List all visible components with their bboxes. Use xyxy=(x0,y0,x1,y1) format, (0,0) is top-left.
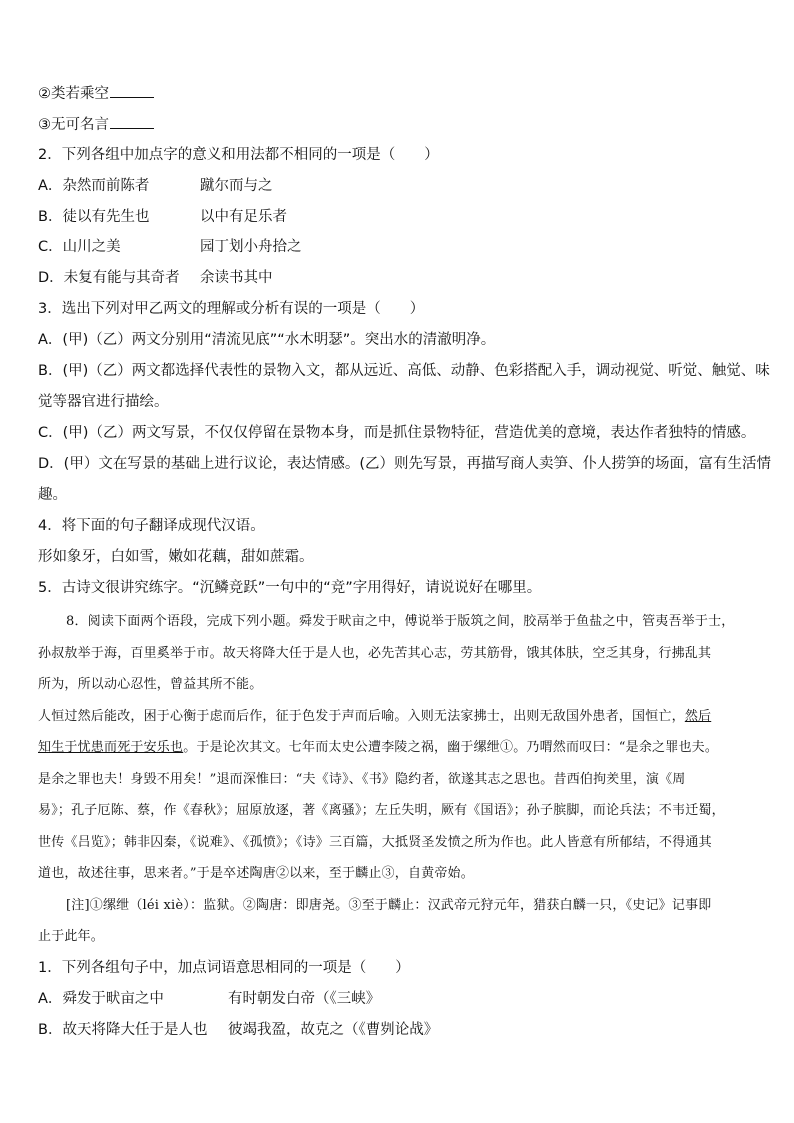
q8-note-line-1: [注]①缧绁（léi xiè）：监狱。②陶唐：即唐尧。③至于麟止：汉武帝元狩元年，猎获白麟一只，《史记》记事即 xyxy=(66,898,712,913)
option-right: 蹴尔而与之 xyxy=(200,178,273,194)
option-left: B．徒以有先生也 xyxy=(38,209,150,225)
q8-note-line-2: 止于此年。 xyxy=(38,929,105,944)
option-right: 余读书其中 xyxy=(200,270,273,286)
option-left: B．故天将降大任于是人也 xyxy=(38,1022,208,1038)
vocab-item-2 xyxy=(38,83,760,104)
option-left: C．山川之美 xyxy=(38,239,121,255)
q3-option-c: C．(甲)（乙）两文写景，不仅仅停留在景物本身，而是抓住景物特征，营造优美的意境，表达作者独特的情感。 xyxy=(38,425,756,441)
q8-1-option-b xyxy=(38,1020,760,1040)
option-right: 彼竭我盈，故克之（《曹刿论战》 xyxy=(228,1022,439,1038)
q3-option-d-line1: D．(甲）文在写景的基础上进行议论，表达情感。(乙）则先写景，再描写商人卖笋、仆人捞笋的场面，富有生活情 xyxy=(38,456,771,472)
answer-blank xyxy=(110,114,154,129)
q2-option-c xyxy=(38,237,760,257)
passage-text: 。于是论次其文。七年而太史公遭李陵之祸，幽于缧绁①。乃喟然而叹曰：“是余之罪也夫。 xyxy=(183,740,719,755)
option-right: 园丁划小舟拾之 xyxy=(200,239,302,255)
q4-stem: 4．将下面的句子翻译成现代汉语。 xyxy=(38,518,265,534)
q2-option-d xyxy=(38,268,760,288)
option-right: 有时朝发白帝（《三峡》 xyxy=(228,991,381,1007)
q8-passage2-line-2 xyxy=(38,738,760,758)
q3-option-d-line2: 趣。 xyxy=(38,487,67,503)
option-left: D．未复有能与其奇者 xyxy=(38,270,180,286)
passage-text: 人恒过然后能改，困于心衡于虑而后作，征于色发于声而后喻。入则无法家拂士，出则无敌国外患者，国恒亡， xyxy=(38,709,685,724)
q2-option-b xyxy=(38,207,760,227)
q3-option-a: A．(甲)（乙）两文分别用“清流见底”“水木明瑟”。突出水的清澈明净。 xyxy=(38,332,496,348)
vocab-item-3-text: ③无可名言 xyxy=(38,117,109,133)
option-left: A．舜发于畎亩之中 xyxy=(38,991,164,1007)
q4-sentence: 形如象牙，白如雪，嫩如花藕，甜如蔗霜。 xyxy=(38,549,314,565)
vocab-item-2-text: ②类若乘空 xyxy=(38,86,109,102)
q8-passage2-line-3: 是余之罪也夫！身毁不用矣！”退而深惟曰：“夫《诗》、《书》隐约者，欲遂其志之思也。昔西伯拘羑里，演《周 xyxy=(38,772,686,787)
q8-passage2-line-6: 道也，故述往事，思来者。”于是卒述陶唐②以来，至于麟止③，自黄帝始。 xyxy=(38,866,474,881)
underlined-text: 然后 xyxy=(684,709,712,724)
q8-passage-line-3: 所为，所以动心忍性，曾益其所不能。 xyxy=(38,677,263,692)
option-right: 以中有足乐者 xyxy=(200,209,287,225)
q3-stem: 3．选出下列对甲乙两文的理解或分析有误的一项是（ ） xyxy=(38,301,425,317)
q5-stem: 5．古诗文很讲究练字。“沉鳞竞跃”一句中的“竞”字用得好，请说说好在哪里。 xyxy=(38,580,542,596)
q2-stem: 2．下列各组中加点字的意义和用法都不相同的一项是（ ） xyxy=(38,147,439,163)
option-left: A．杂然而前陈者 xyxy=(38,178,150,194)
q2-option-a xyxy=(38,176,760,196)
q8-1-option-a xyxy=(38,989,760,1009)
q8-passage-line-2: 孙叔敖举于海，百里奚举于市。故天将降大任于是人也，必先苦其心志，劳其筋骨，饿其体肤，空乏其身，行拂乱其 xyxy=(38,646,712,661)
q3-option-b-line1: B．(甲)（乙）两文都选择代表性的景物入文，都从远近、高低、动静、色彩搭配入手，调动视觉、听觉、触觉、味 xyxy=(38,363,770,379)
q3-option-b-line2: 觉等器官进行描绘。 xyxy=(38,394,169,410)
underlined-text: 知生于忧患而死于安乐也 xyxy=(38,740,184,755)
vocab-item-3 xyxy=(38,114,760,135)
q8-passage2-line-1 xyxy=(38,707,760,727)
answer-blank xyxy=(110,83,154,98)
q8-1-stem: 1．下列各组句子中，加点词语意思相同的一项是（ ） xyxy=(38,960,410,976)
q8-passage2-line-4: 易》；孔子厄陈、蔡，作《春秋》；屈原放逐，著《离骚》；左丘失明，厥有《国语》；孙子膑脚，而论兵法；不韦迁蜀， xyxy=(38,803,725,818)
q8-passage-line-1: 8．阅读下面两个语段，完成下列小题。舜发于畎亩之中，傅说举于版筑之间，胶鬲举于鱼盐之中，管夷吾举于士， xyxy=(66,614,735,629)
q8-passage2-line-5: 世传《吕览》；韩非囚秦，《说难》、《孤愤》；《诗》三百篇，大抵贤圣发愤之所为作也。此人皆意有所郁结，不得通其 xyxy=(38,835,712,850)
